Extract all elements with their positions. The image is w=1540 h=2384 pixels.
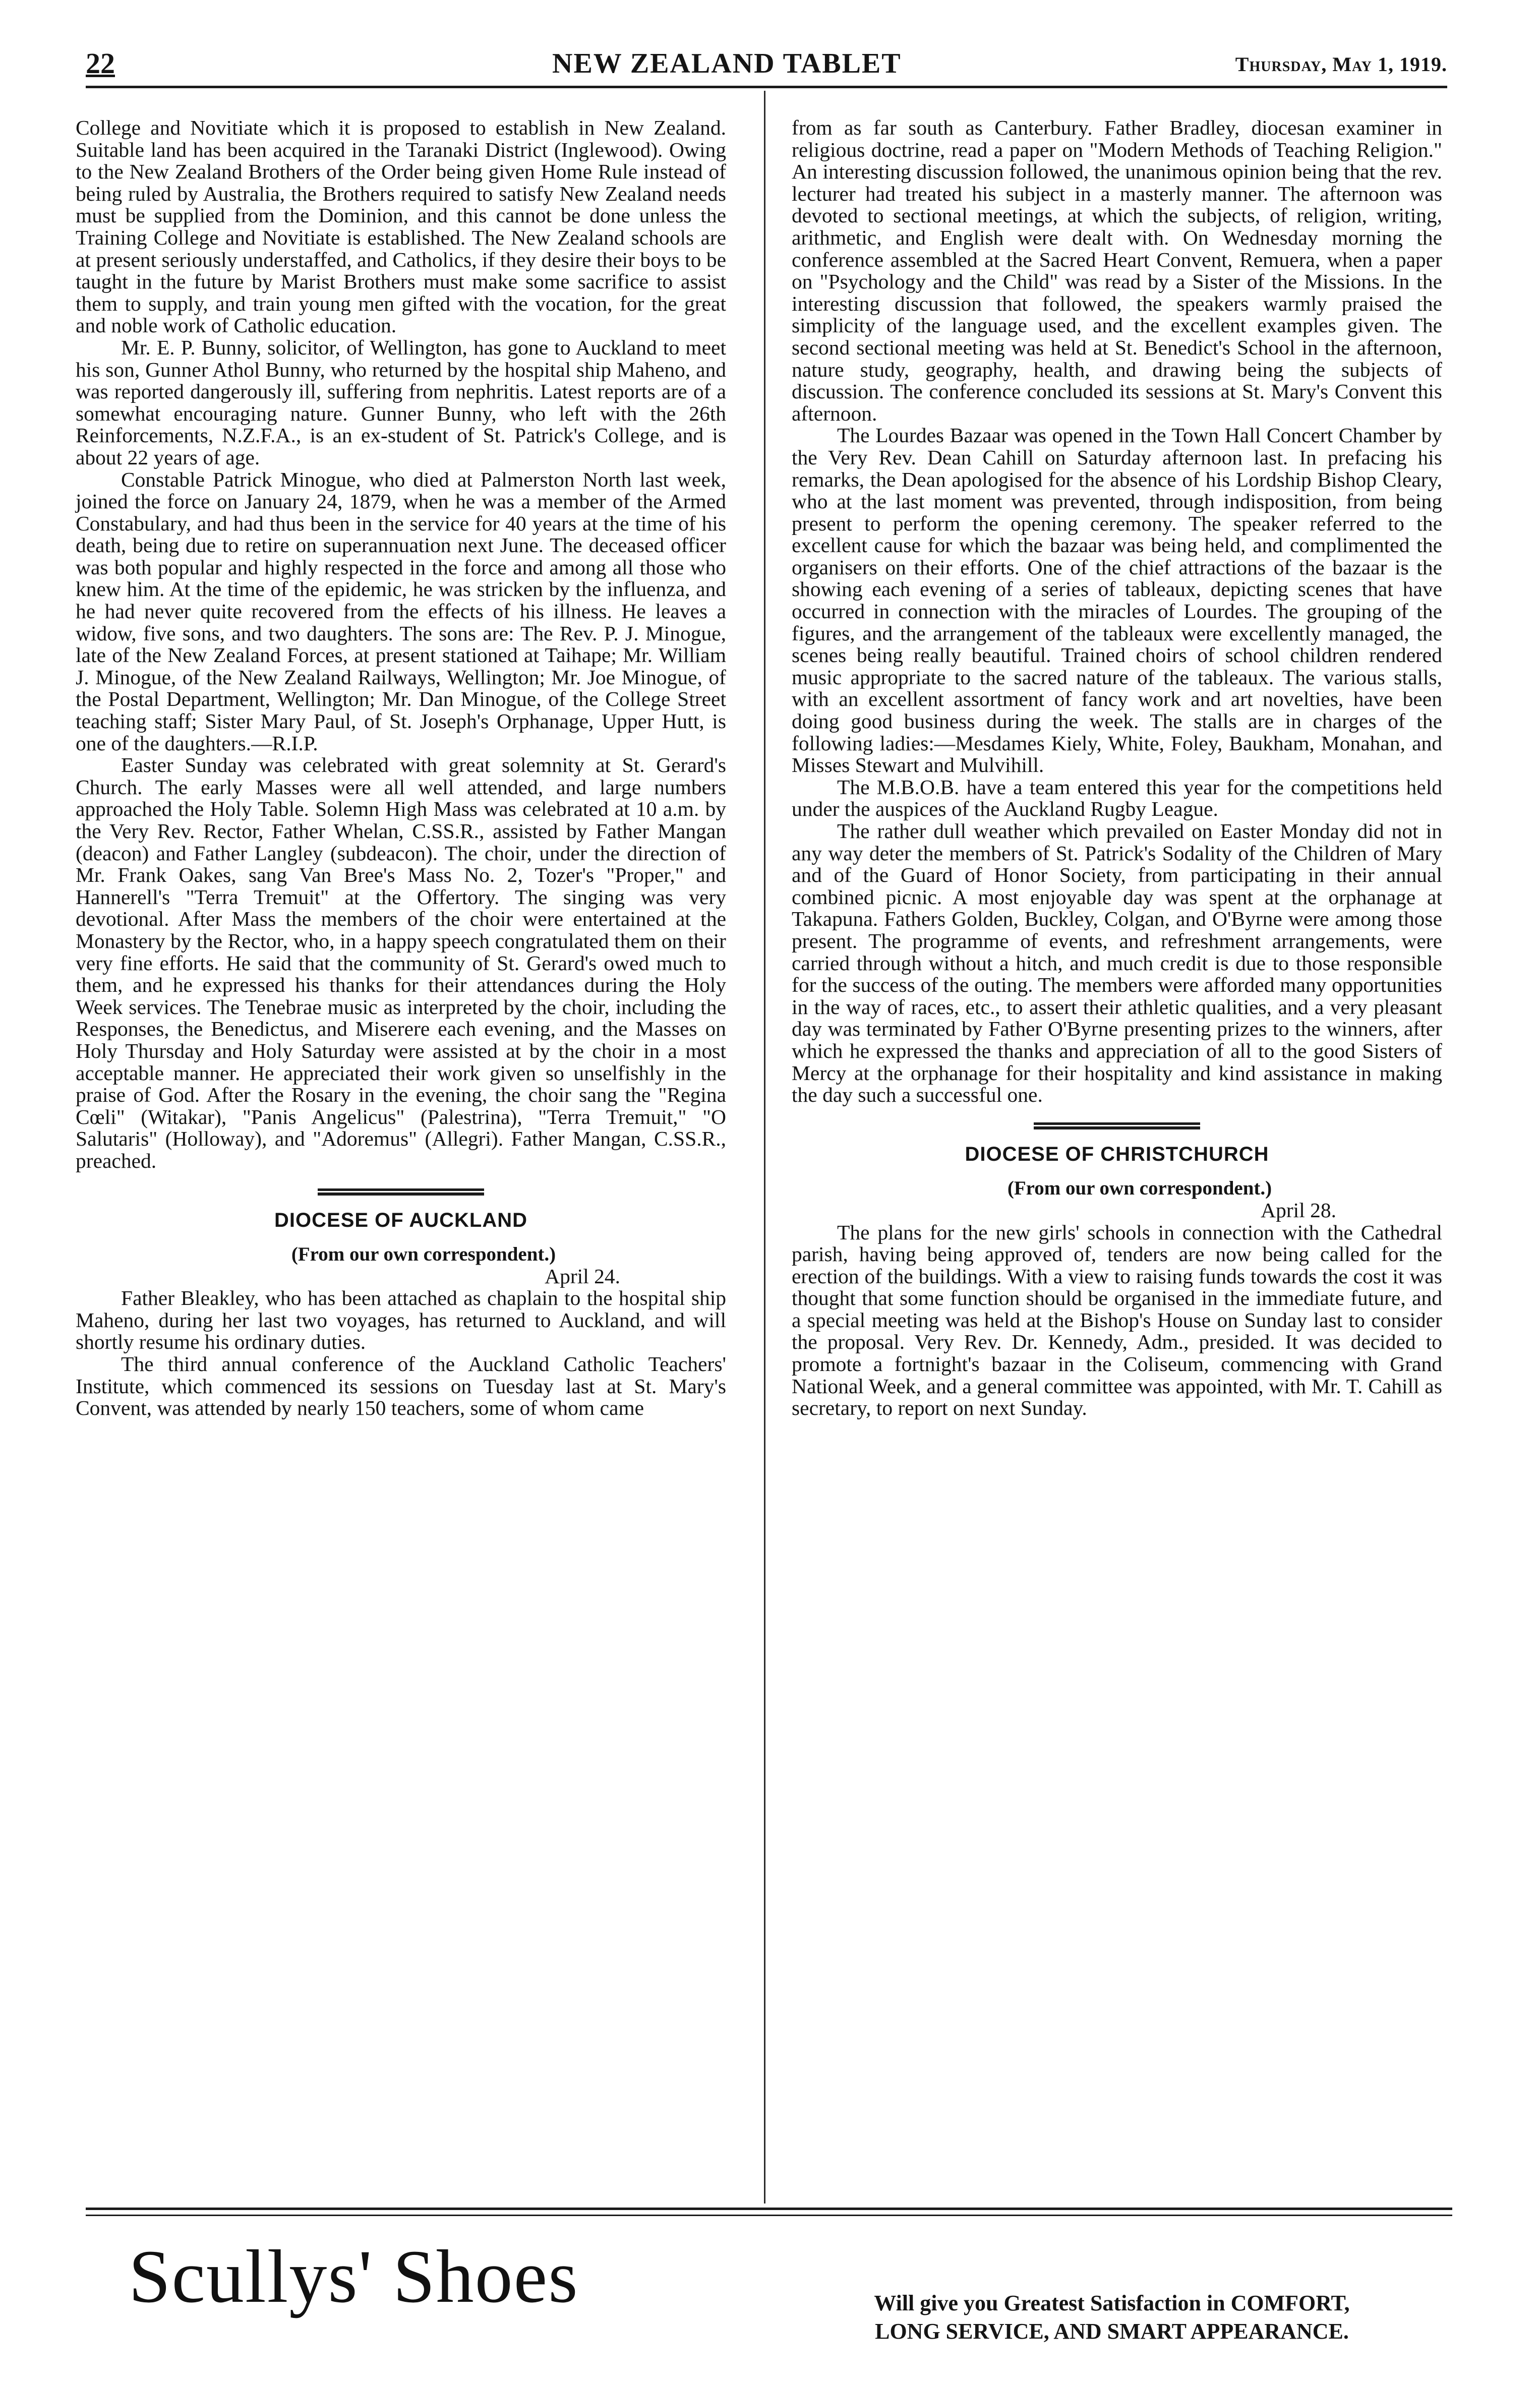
correspondent-byline: (From our own correspondent.) [291,1243,556,1266]
column-divider [764,91,765,2203]
left-column [76,117,726,1419]
article-paragraph: The plans for the new girls' schools in connection with the Cathedral parish, having being approved of, tenders are now being called for the erection of the buildings. With a view to raising funds towards the cost it was thought that some function should be organised in the immediate future, and a special meeting was held at the Bishop's House on Sunday last to consider the proposal. Very Rev. Dr. Kennedy, Adm., presided. It was decided to promote a fortnight's bazaar in the Coliseum, commencing with Grand National Week, and a general committee was appointed, with Mr. T. Cahill as secretary, to report on next Sunday. [792,1220,1442,1420]
dateline: April 28. [1261,1198,1336,1222]
article-paragraph: The rather dull weather which prevailed on Easter Monday did not in any way deter the members of St. Patrick's Sodality of the Children of Mary and of the Guard of Honor Society, from participating in their annual combined picnic. A most enjoyable day was spent at the orphanage at Takapuna. Fathers Golden, Buckley, Colgan, and O'Byrne were among those present. The programme of events, and refreshment arrangements, were carried through without a hitch, and much credit is due to those responsible for the success of the outing. The members were afforded many opportunities in the way of races, etc., to assert their athletic qualities, and a very pleasant day was terminated by Father O'Byrne presenting prizes to the winners, after which he expressed the thanks and appreciation of all to the good Sisters of Mercy at the orphanage for their hospitality and kind assistance in making the day such a successful one. [792,819,1442,1107]
advertisement-brand: Scullys' Shoes [129,2235,579,2318]
newspaper-title: NEW ZEALAND TABLET [552,48,902,79]
advertisement-rule [86,2208,1452,2210]
page-number: 22 [86,47,115,80]
right-column [792,117,1442,1419]
article-paragraph: Mr. E. P. Bunny, solicitor, of Wellington, has gone to Auckland to meet his son, Gunner Athol Bunny, who returned by the hospital ship Maheno, and was reported dangerously ill, suffering from nephritis. Latest reports are of a somewhat encouraging nature. Gunner Bunny, who left with the 26th Reinforcements, N.Z.F.A., is an ex-student of St. Patrick's College, and is about 22 years of age. [76,335,726,469]
article-paragraph: from as far south as Canterbury. Father Bradley, diocesan examiner in religious doctrine, read a paper on "Modern Methods of Teaching Religion." An interesting discussion followed, the unanimous opinion being that the rev. lecturer had treated his subject in a masterly manner. The afternoon was devoted to sectional meetings, at which the subjects, of religion, writing, arithmetic, and English were dealt with. On Wednesday morning the conference assembled at the Sacred Heart Convent, Remuera, when a paper on "Psychology and the Child" was read by a Sister of the Missions. In the interesting discussion that followed, the speakers warmly praised the simplicity of the language used, and the excellent examples given. The second sectional meeting was held at St. Benedict's School in the afternoon, nature study, geography, health, and drawing being the subjects of discussion. The conference concluded its sessions at St. Mary's Convent this afternoon. [792,116,1442,425]
correspondent-byline: (From our own correspondent.) [1007,1177,1272,1200]
article-paragraph: The third annual conference of the Auckland Catholic Teachers' Institute, which commenced its sessions on Tuesday last at St. Mary's Convent, was attended by nearly 150 teachers, some of whom came [76,1352,726,1420]
article-paragraph: Father Bleakley, who has been attached as chaplain to the hospital ship Maheno, during her last two voyages, has returned to Auckland, and will shortly resume his ordinary duties. [76,1286,726,1354]
masthead [86,46,1447,92]
article-paragraph: College and Novitiate which it is proposed to establish in New Zealand. Suitable land has been acquired in the Taranaki District (Inglewood). Owing to the New Zealand Brothers of the Order being given Home Rule instead of being ruled by Australia, the Brothers required to satisfy New Zealand needs must be supplied from the Dominion, and this cannot be done unless the Training College and Novitiate is established. The New Zealand schools are at present seriously understaffed, and Catholics, if they desire their boys to be taught in the future by Marist Brothers must make some sacrifice to assist them to supply, and train young men gifted with the vocation, for the great and noble work of Catholic education. [76,116,727,337]
masthead-rule [86,86,1447,88]
dateline: April 24. [545,1264,620,1288]
section-separator [1034,1122,1200,1126]
tagline-line: Will give you Greatest Satisfaction in COMFORT, [874,2291,1350,2315]
section-separator [318,1188,484,1193]
issue-date: Thursday, May 1, 1919. [1235,53,1447,76]
article-paragraph: Constable Patrick Minogue, who died at Palmerston North last week, joined the force on January 24, 1879, when he was a member of the Armed Constabulary, and had thus been in the service for 40 years at the time of his death, being due to retire on superannuation next June. The deceased officer was both popular and highly respected in the force and among all those who knew him. At the time of the epidemic, he was stricken by the influenza, and he had never quite recovered from the effects of his illness. He leaves a widow, five sons, and two daughters. The sons are: The Rev. P. J. Minogue, late of the New Zealand Forces, at present stationed at Taihape; Mr. William J. Minogue, of the New Zealand Railways, Wellington; Mr. Joe Minogue, of the Postal Department, Wellington; Mr. Dan Minogue, of the College Street teaching staff; Sister Mary Paul, of St. Joseph's Orphanage, Upper Hutt, is one of the daughters.—R.I.P. [76,467,726,755]
article-paragraph: The M.B.O.B. have a team entered this year for the competitions held under the auspices of the Auckland Rugby League. [792,775,1442,821]
article-paragraph: The Lourdes Bazaar was opened in the Town Hall Concert Chamber by the Very Rev. Dean Cahill on Saturday afternoon last. In prefacing his remarks, the Dean apologised for the absence of his Lordship Bishop Cleary, who at the last moment was prevented, through indisposition, from being present to perform the opening ceremony. The speaker referred to the excellent cause for which the bazaar was being held, and complimented the organisers on their efforts. One of the chief attractions of the bazaar is the showing each evening of a series of tableaux, depicting scenes that have occurred in connection with the miracles of Lourdes. The grouping of the figures, and the arrangement of the tableaux were excellently managed, the scenes being really beautiful. Trained choirs of school children rendered music appropriate to the sacred nature of the tableaux. The various stalls, with an excellent assortment of fancy work and art novelties, have been doing good business during the week. The stalls are in charges of the following ladies:—Mesdames Kiely, White, Foley, Baukham, Monahan, and Misses Stewart and Mulvihill. [792,424,1442,777]
section-heading-auckland: DIOCESE OF AUCKLAND [274,1209,527,1231]
tagline-line: LONG SERVICE, AND SMART APPEARANCE. [875,2319,1349,2344]
advertisement-rule [86,2215,1452,2216]
section-heading-christchurch: DIOCESE OF CHRISTCHURCH [965,1143,1269,1165]
advertisement-tagline [777,2289,1447,2346]
article-paragraph: Easter Sunday was celebrated with great solemnity at St. Gerard's Church. The early Masses were all well attended, and large numbers approached the Holy Table. Solemn High Mass was celebrated at 10 a.m. by the Very Rev. Rector, Father Whelan, C.SS.R., assisted by Father Mangan (deacon) and Father Langley (subdeacon). The choir, under the direction of Mr. Frank Oakes, sang Van Bree's Mass No. 2, Tozer's "Proper," and Hannerell's "Terra Tremuit" at the Offertory. The singing was very devotional. After Mass the members of the choir were entertained at the Monastery by the Rector, who, in a happy speech congratulated them on their very fine efforts. He said that the community of St. Gerard's owed much to them, and he expressed his thanks for their attendances during the Holy Week services. The Tenebrae music as interpreted by the choir, including the Responses, the Benedictus, and Miserere each evening, and the Masses on Holy Thursday and Holy Saturday were assisted at by the choir in a most acceptable manner. He appreciated their work given so unselfishly in the praise of God. After the Rosary in the evening, the choir sang the "Regina Cœli" (Witakar), "Panis Angelicus" (Palestrina), "Terra Tremuit," "O Salutaris" (Holloway), and "Adoremus" (Allegri). Father Mangan, C.SS.R., preached. [76,753,726,1172]
